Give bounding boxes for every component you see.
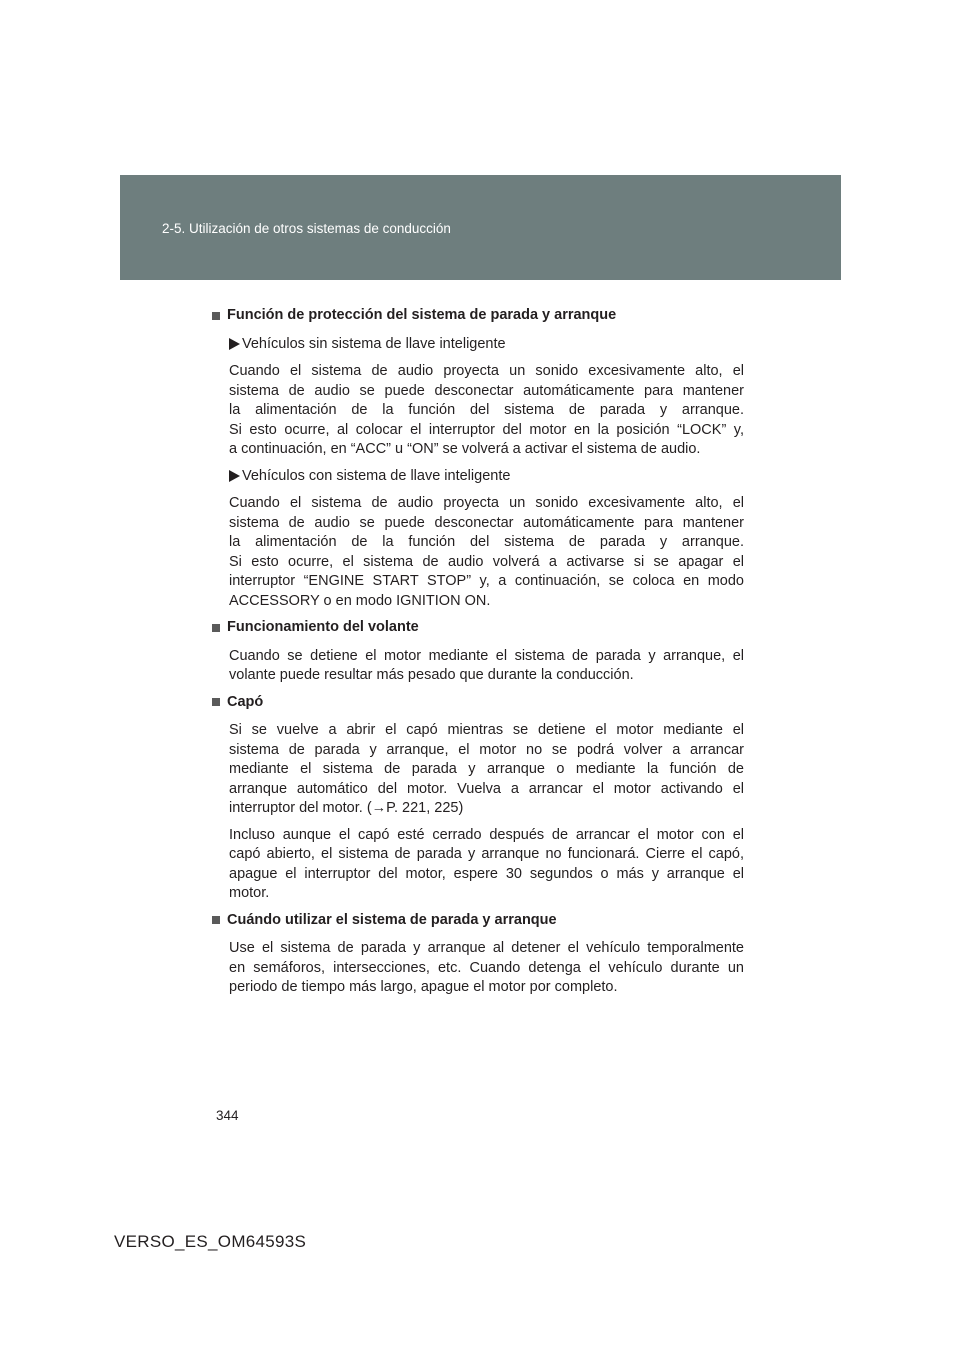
square-bullet-icon — [212, 916, 220, 924]
subsection-heading-text: Vehículos con sistema de llave inteligente — [242, 467, 511, 484]
page-number: 344 — [216, 1108, 239, 1123]
paragraph-line: motor. — [229, 885, 270, 901]
section-heading-text: Cuándo utilizar el sistema de parada y arranque — [227, 911, 557, 928]
subsection-heading — [229, 467, 744, 487]
paragraph-line: volante puede resultar más pesado que durante la conducción. — [229, 667, 634, 683]
paragraph-line: a continuación, en “ACC” u “ON” se volverá a activar el sistema de audio. — [229, 441, 701, 457]
paragraph-line: sistema de audio se puede desconectar automáticamente para mantener — [229, 514, 744, 531]
paragraph-line: sistema de parada y arranque, el motor no se podrá volver a arrancar — [229, 741, 744, 758]
paragraph-line: periodo de tiempo más largo, apague el motor por completo. — [229, 979, 618, 995]
square-bullet-icon — [212, 312, 220, 320]
paragraph-line: interruptor “ENGINE START STOP” y, a continuación, se coloca en modo — [229, 573, 744, 589]
section-heading — [212, 693, 744, 713]
paragraph-line: capó abierto, el sistema de parada y arranque no funcionará. Cierre el capó, — [229, 846, 744, 862]
paragraph-line: apague el interruptor del motor, espere 30 segundos o más y arranque el — [229, 865, 744, 882]
paragraph-line: Si se vuelve a abrir el capó mientras se detiene el motor mediante el — [229, 722, 744, 738]
body-paragraph — [229, 494, 744, 611]
chapter-section-title: 2-5. Utilización de otros sistemas de conducción — [162, 221, 451, 236]
body-paragraph — [229, 721, 744, 819]
body-paragraph — [229, 647, 744, 686]
paragraph-line: interruptor del motor. (→P. 221, 225) — [229, 800, 464, 816]
body-paragraph — [229, 939, 744, 998]
paragraph-line: Si esto ocurre, al colocar el interruptor del motor en la posición “LOCK” y, — [229, 421, 744, 438]
triangle-bullet-icon — [229, 470, 240, 482]
paragraph-line: Cuando se detiene el motor mediante el sistema de parada y arranque, el — [229, 647, 744, 664]
paragraph-line: mediante el sistema de parada y arranque o mediante la función de — [229, 761, 744, 777]
paragraph-line: ACCESSORY o en modo IGNITION ON. — [229, 592, 491, 609]
section-heading-text: Función de protección del sistema de parada y arranque — [227, 307, 617, 323]
paragraph-line: la alimentación de la función del sistema de parada y arranque. — [229, 402, 744, 418]
triangle-bullet-icon — [229, 338, 240, 350]
paragraph-line: arranque automático del motor. Vuelva a arrancar el motor activando el — [229, 780, 744, 797]
section-heading — [212, 306, 744, 326]
section-heading — [212, 618, 744, 638]
body-paragraph — [229, 826, 744, 904]
paragraph-line: sistema de audio se puede desconectar automáticamente para mantener — [229, 382, 744, 399]
paragraph-line: Incluso aunque el capó esté cerrado después de arrancar el motor con el — [229, 826, 744, 843]
square-bullet-icon — [212, 698, 220, 706]
section-heading-text: Funcionamiento del volante — [227, 619, 419, 635]
document-code: VERSO_ES_OM64593S — [114, 1232, 307, 1251]
paragraph-line: Cuando el sistema de audio proyecta un sonido excesivamente alto, el — [229, 495, 744, 511]
square-bullet-icon — [212, 624, 220, 632]
paragraph-line: en semáforos, intersecciones, etc. Cuando detenga el vehículo durante un — [229, 959, 744, 976]
body-paragraph — [229, 362, 744, 460]
section-heading-text: Capó — [227, 693, 264, 710]
subsection-heading-text: Vehículos sin sistema de llave inteligente — [242, 335, 506, 352]
paragraph-line: Use el sistema de parada y arranque al detener el vehículo temporalmente — [229, 940, 744, 956]
page-content — [212, 306, 744, 1005]
chapter-header-band — [120, 175, 841, 280]
paragraph-line: Cuando el sistema de audio proyecta un sonido excesivamente alto, el — [229, 363, 744, 379]
paragraph-line: la alimentación de la función del sistema de parada y arranque. — [229, 534, 744, 550]
subsection-heading — [229, 335, 744, 355]
section-heading — [212, 911, 744, 931]
paragraph-line: Si esto ocurre, el sistema de audio volverá a activarse si se apagar el — [229, 553, 744, 570]
